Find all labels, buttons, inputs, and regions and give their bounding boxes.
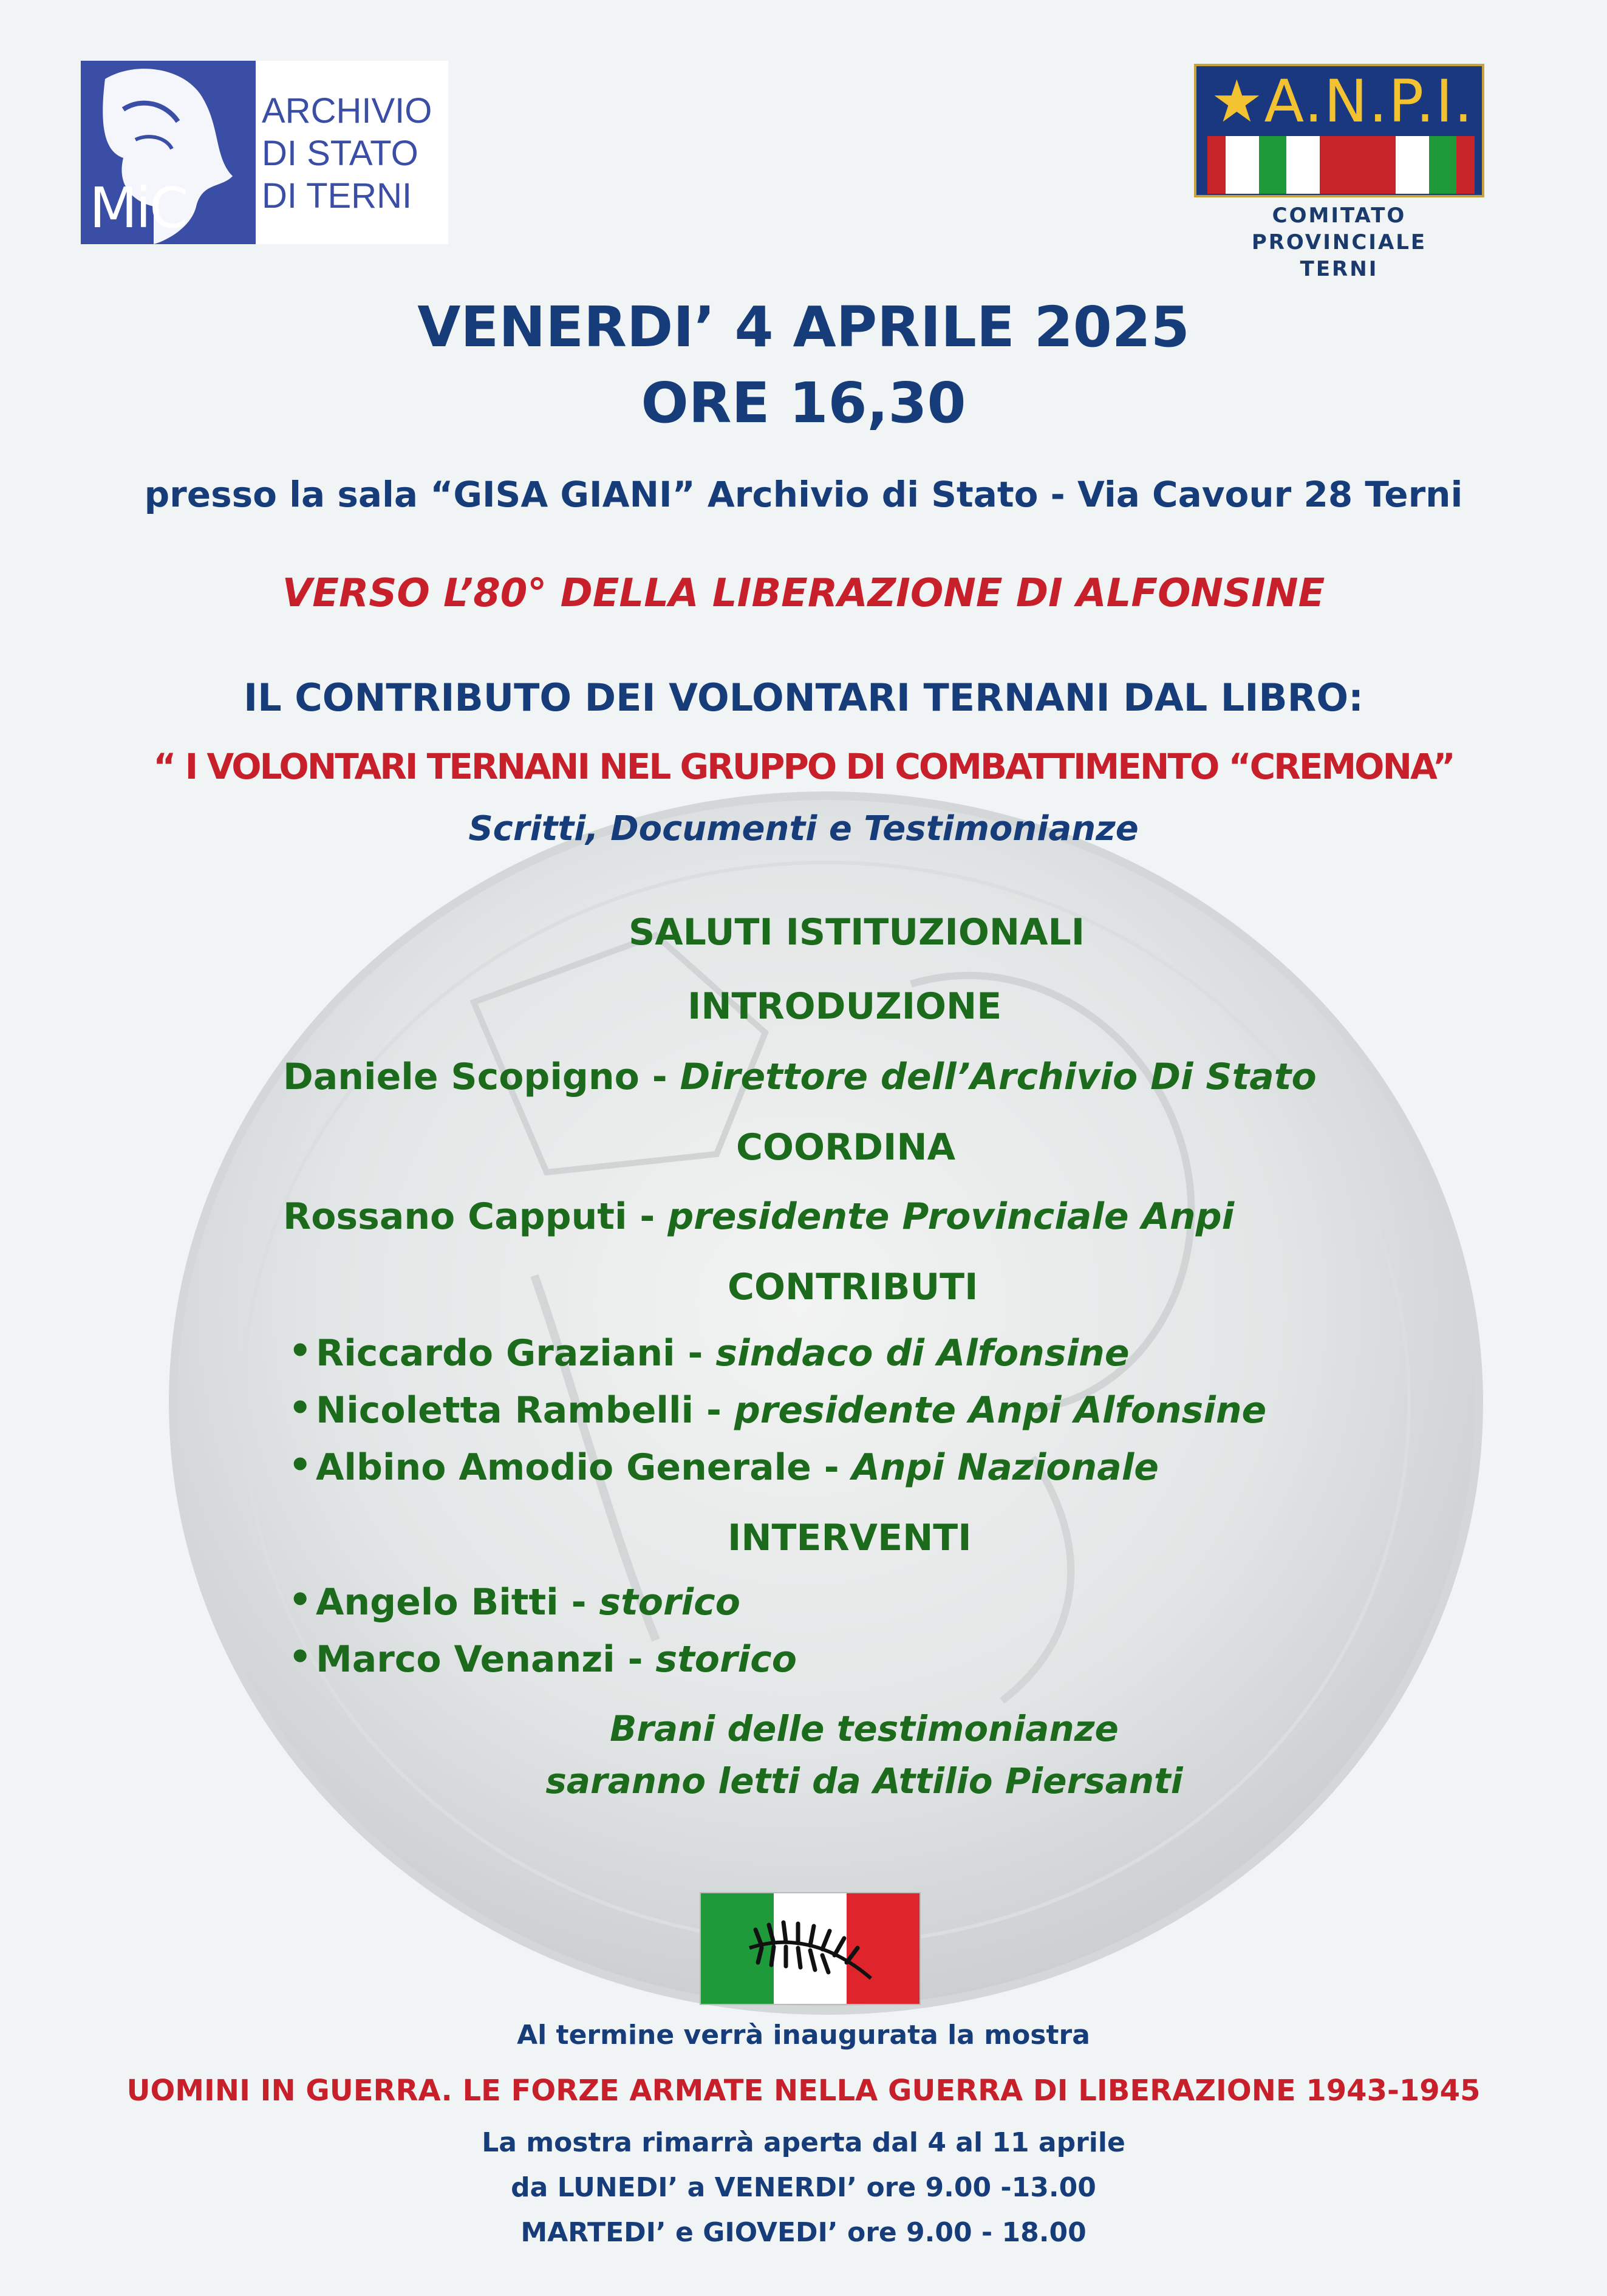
program-coordina: COORDINA bbox=[736, 1126, 956, 1169]
speaker-role: storico bbox=[599, 1581, 740, 1624]
speaker-name: Rossano Capputi bbox=[283, 1195, 627, 1238]
program-contributi: CONTRIBUTI bbox=[728, 1266, 978, 1308]
speaker-sep: - bbox=[811, 1446, 852, 1489]
event-venue: presso la sala “GISA GIANI” Archivio di Stato - Via Cavour 28 Terni bbox=[144, 474, 1463, 515]
speaker-name: Angelo Bitti bbox=[316, 1581, 559, 1624]
speaker-item bbox=[316, 1581, 740, 1624]
readings-line-2: saranno letti da Attilio Piersanti bbox=[545, 1760, 1183, 1802]
palm-branch-icon bbox=[737, 1912, 883, 1990]
archivio-name bbox=[262, 90, 432, 217]
speaker-sep: - bbox=[615, 1638, 656, 1681]
mic-mark bbox=[81, 61, 256, 244]
speaker-name: Nicoletta Rambelli bbox=[316, 1389, 694, 1432]
speaker-sep: - bbox=[694, 1389, 734, 1432]
archivio-line-1: ARCHIVIO bbox=[262, 91, 432, 131]
italian-flag bbox=[700, 1892, 921, 2005]
speaker-sep: - bbox=[627, 1195, 668, 1238]
speaker-role: storico bbox=[655, 1638, 797, 1681]
anpi-committee-line-1: COMITATO bbox=[1272, 203, 1407, 228]
anpi-committee bbox=[1194, 202, 1484, 282]
program-saluti: SALUTI ISTITUZIONALI bbox=[629, 911, 1085, 954]
contributor-item bbox=[316, 1446, 1159, 1489]
contributor-item bbox=[316, 1332, 1130, 1375]
archivio-line-2: DI STATO bbox=[262, 134, 418, 173]
speaker-role: Anpi Nazionale bbox=[851, 1446, 1159, 1489]
anpi-committee-line-3: TERNI bbox=[1300, 257, 1379, 281]
anpi-tricolor-stripes bbox=[1207, 136, 1475, 194]
event-date: VENERDI’ 4 APRILE 2025 bbox=[417, 295, 1190, 360]
exhibition-title: UOMINI IN GUERRA. LE FORZE ARMATE NELLA GUERRA DI LIBERAZIONE 1943-1945 bbox=[126, 2074, 1481, 2108]
speaker-name: Riccardo Graziani bbox=[316, 1332, 675, 1375]
speaker-name: Marco Venanzi bbox=[316, 1638, 615, 1681]
anpi-badge bbox=[1194, 64, 1484, 197]
anpi-title: ★A.N.P.I. bbox=[1210, 67, 1474, 135]
archivio-line-3: DI TERNI bbox=[262, 176, 412, 216]
anniversary-heading: VERSO L’80° DELLA LIBERAZIONE DI ALFONSINE bbox=[282, 571, 1325, 616]
speaker-sep: - bbox=[675, 1332, 716, 1375]
archivio-logo bbox=[81, 61, 448, 244]
program-introduzione: INTRODUZIONE bbox=[687, 985, 1002, 1028]
speaker-item bbox=[316, 1638, 797, 1681]
speaker-role: Direttore dell’Archivio Di Stato bbox=[680, 1056, 1317, 1098]
book-title: “ I VOLONTARI TERNANI NEL GRUPPO DI COMBATTIMENTO “CREMONA” bbox=[153, 746, 1454, 787]
contributor-item bbox=[316, 1389, 1266, 1432]
closing-text: Al termine verrà inaugurata la mostra bbox=[517, 2020, 1090, 2051]
event-time: ORE 16,30 bbox=[641, 371, 966, 436]
anpi-logo bbox=[1194, 64, 1484, 282]
speaker-sep: - bbox=[558, 1581, 599, 1624]
intro-speaker bbox=[283, 1056, 1317, 1098]
book-subtitle: Scritti, Documenti e Testimonianze bbox=[468, 809, 1139, 849]
speaker-name: Daniele Scopigno bbox=[283, 1056, 640, 1098]
mic-label: MiC bbox=[89, 176, 187, 241]
coord-speaker bbox=[283, 1195, 1234, 1238]
speaker-sep: - bbox=[639, 1056, 680, 1098]
program-interventi: INTERVENTI bbox=[728, 1517, 972, 1559]
exhibition-hours-tue-thu: MARTEDI’ e GIOVEDI’ ore 9.00 - 18.00 bbox=[520, 2217, 1087, 2248]
speaker-name: Albino Amodio Generale bbox=[316, 1446, 811, 1489]
anpi-committee-line-2: PROVINCIALE bbox=[1251, 230, 1427, 255]
speaker-role: presidente Provinciale Anpi bbox=[667, 1195, 1235, 1238]
speaker-role: sindaco di Alfonsine bbox=[715, 1332, 1130, 1375]
contribution-heading: IL CONTRIBUTO DEI VOLONTARI TERNANI DAL LIBRO: bbox=[244, 675, 1363, 720]
exhibition-dates: La mostra rimarrà aperta dal 4 al 11 aprile bbox=[482, 2127, 1125, 2158]
readings-line-1: Brani delle testimonianze bbox=[610, 1708, 1119, 1749]
exhibition-hours-weekdays: da LUNEDI’ a VENERDI’ ore 9.00 -13.00 bbox=[511, 2172, 1096, 2203]
speaker-role: presidente Anpi Alfonsine bbox=[734, 1389, 1267, 1432]
